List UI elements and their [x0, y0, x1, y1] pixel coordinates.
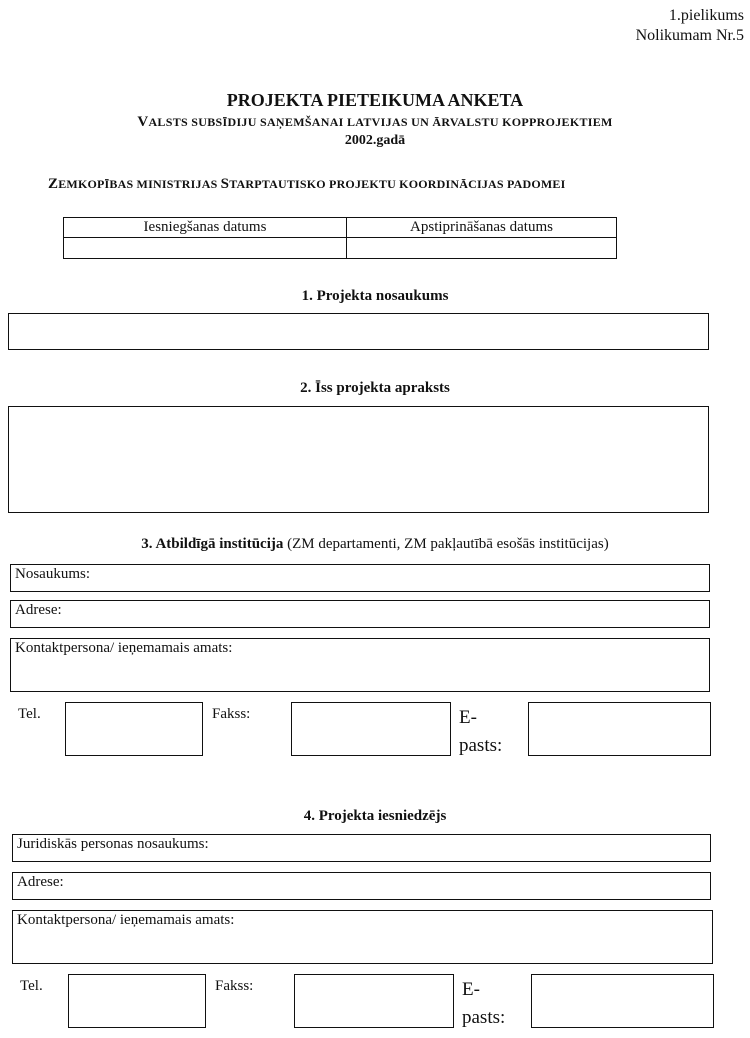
- institution-email-label-line-2: pasts:: [459, 735, 503, 756]
- applicant-email-label-line-1: E-: [462, 979, 480, 1000]
- form-title: PROJEKTA PIETEIKUMA ANKETA: [226, 90, 524, 110]
- addressee-initial-s: S: [220, 176, 230, 192]
- form-subtitle: [0, 114, 750, 131]
- submission-date-field[interactable]: [64, 238, 347, 259]
- institution-tel-label: Tel.: [18, 706, 41, 722]
- submission-date-header: Iesniegšanas datums: [64, 218, 347, 238]
- applicant-email-label-line-2: pasts:: [462, 1007, 506, 1028]
- institution-name-label: Nosaukums:: [15, 566, 90, 582]
- applicant-name-label: Juridiskās personas nosaukums:: [17, 836, 209, 852]
- institution-address-field[interactable]: [10, 600, 710, 628]
- applicant-email-field[interactable]: [531, 974, 714, 1028]
- applicant-name-field[interactable]: [12, 834, 711, 862]
- approval-date-header: Apstiprināšanas datums: [347, 218, 617, 238]
- institution-address-label: Adrese:: [15, 602, 62, 618]
- project-name-field[interactable]: [8, 313, 709, 350]
- section-2-title: 2. Īss projekta apraksts: [300, 380, 450, 396]
- institution-fax-label: Fakss:: [212, 706, 251, 722]
- applicant-tel-label: Tel.: [20, 978, 43, 994]
- annex-reference: [636, 6, 744, 46]
- approval-date-field[interactable]: [347, 238, 617, 259]
- section-3-note: (ZM departamenti, ZM pakļautībā esošās institūcijas): [283, 536, 609, 552]
- institution-email-label-line-1: E-: [459, 707, 477, 728]
- section-3-heading: 3. Atbildīgā institūcija: [141, 536, 284, 552]
- applicant-fax-label: Fakss:: [215, 978, 254, 994]
- institution-contact-field[interactable]: [10, 638, 710, 692]
- annex-line-1: 1.pielikums: [668, 7, 744, 24]
- form-year: 2002.gadā: [344, 133, 406, 148]
- institution-fax-field[interactable]: [291, 702, 451, 756]
- institution-email-label: [459, 704, 502, 760]
- institution-tel-field[interactable]: [65, 702, 203, 756]
- section-4-title: 4. Projekta iesniedzējs: [303, 808, 447, 824]
- applicant-contact-label: Kontaktpersona/ ieņemamais amats:: [17, 912, 235, 928]
- applicant-email-label: [462, 976, 505, 1032]
- institution-email-field[interactable]: [528, 702, 711, 756]
- project-description-field[interactable]: [8, 406, 709, 513]
- applicant-address-field[interactable]: [12, 872, 711, 900]
- annex-line-2: Nolikumam Nr.5: [635, 27, 744, 44]
- section-3-title: [0, 536, 750, 553]
- addressee: [48, 176, 566, 193]
- applicant-address-label: Adrese:: [17, 874, 64, 890]
- dates-table: [63, 217, 617, 259]
- addressee-initial-z: Z: [48, 176, 59, 192]
- subtitle-rest: ALSTS SUBSĪDIJU SAŅEMŠANAI LATVIJAS UN ĀRVALSTU KOPPROJEKTIEM: [148, 115, 613, 129]
- institution-name-field[interactable]: [10, 564, 710, 592]
- applicant-tel-field[interactable]: [68, 974, 206, 1028]
- applicant-contact-field[interactable]: [12, 910, 713, 964]
- applicant-fax-field[interactable]: [294, 974, 454, 1028]
- institution-contact-label: Kontaktpersona/ ieņemamais amats:: [15, 640, 233, 656]
- addressee-part-1: EMKOPĪBAS MINISTRIJAS: [58, 177, 221, 191]
- section-1-title: 1. Projekta nosaukums: [301, 288, 449, 304]
- addressee-part-2: TARPTAUTISKO PROJEKTU KOORDINĀCIJAS PADOMEI: [229, 177, 566, 191]
- subtitle-initial: V: [137, 114, 149, 130]
